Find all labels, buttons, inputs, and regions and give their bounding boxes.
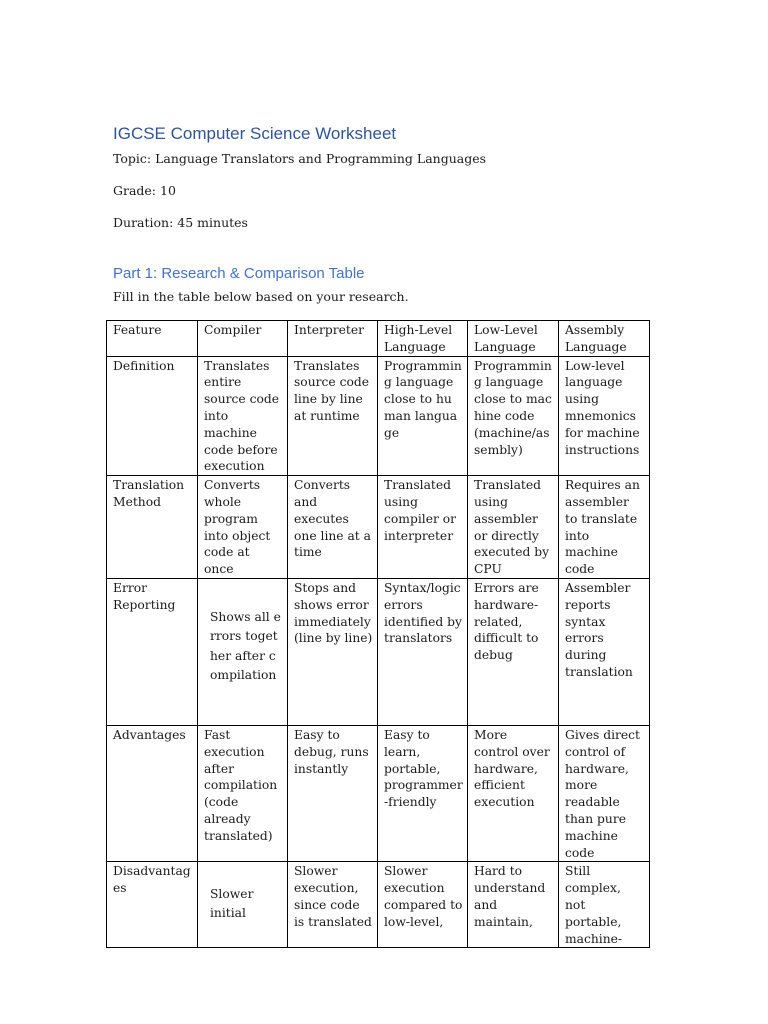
table-cell: Low-level language using mnemonics for machine instructions <box>559 356 650 476</box>
table-cell: Translated using assembler or directly executed by CPU <box>468 476 559 579</box>
table-cell: Fast execution after compilation (code already translated) <box>198 725 288 861</box>
table-cell: Slower execution compared to low-level, <box>378 862 468 948</box>
feature-cell: Advantages <box>107 725 198 861</box>
part1-instruction: Fill in the table below based on your research. <box>113 289 409 304</box>
table-row <box>107 725 650 861</box>
table-cell: Converts whole program into object code at once <box>198 476 288 579</box>
part1-heading: Part 1: Research & Comparison Table <box>113 265 365 282</box>
table-row <box>107 356 650 476</box>
table-cell: Assembler reports syntax errors during translation <box>559 578 650 725</box>
table-row <box>107 862 650 948</box>
header-cell: Feature <box>107 321 198 357</box>
table-cell: Slower execution, since code is translated <box>288 862 378 948</box>
table-cell: Translates source code line by line at runtime <box>288 356 378 476</box>
table-cell: More control over hardware, efficient execution <box>468 725 559 861</box>
worksheet-title: IGCSE Computer Science Worksheet <box>113 124 397 143</box>
header-cell: Low-Level Language <box>468 321 559 357</box>
header-cell: Assembly Language <box>559 321 650 357</box>
table-cell: Translated using compiler or interpreter <box>378 476 468 579</box>
table-cell: Shows all errors together after compilation <box>198 578 288 725</box>
grade-line: Grade: 10 <box>113 183 176 198</box>
table-header-row <box>107 321 650 357</box>
table-cell: Hard to understand and maintain, <box>468 862 559 948</box>
feature-cell: Disadvantages <box>107 862 198 948</box>
duration-line: Duration: 45 minutes <box>113 215 248 230</box>
table-cell: Converts and executes one line at a time <box>288 476 378 579</box>
topic-line: Topic: Language Translators and Programming Languages <box>113 151 487 166</box>
table-cell: Syntax/logic errors identified by translators <box>378 578 468 725</box>
table-row <box>107 578 650 725</box>
table-cell: Easy to debug, runs instantly <box>288 725 378 861</box>
table-cell: Stops and shows error immediately (line by line) <box>288 578 378 725</box>
header-cell: High-Level Language <box>378 321 468 357</box>
table-cell: Easy to learn, portable, programmer-friendly <box>378 725 468 861</box>
table-cell: Errors are hardware-related, difficult to debug <box>468 578 559 725</box>
feature-cell: Translation Method <box>107 476 198 579</box>
table-cell: Still complex, not portable, machine- <box>559 862 650 948</box>
table-cell: Requires an assembler to translate into machine code <box>559 476 650 579</box>
table-cell: Translates entire source code into machine code before execution <box>198 356 288 476</box>
feature-cell: Definition <box>107 356 198 476</box>
table-cell: Slower initial <box>198 862 288 948</box>
header-cell: Compiler <box>198 321 288 357</box>
table-cell: Programming language close to machine code (machine/assembly) <box>468 356 559 476</box>
table-row <box>107 476 650 579</box>
header-cell: Interpreter <box>288 321 378 357</box>
table-cell: Programming language close to human language <box>378 356 468 476</box>
comparison-table <box>106 320 650 948</box>
table-cell: Gives direct control of hardware, more readable than pure machine code <box>559 725 650 861</box>
feature-cell: Error Reporting <box>107 578 198 725</box>
